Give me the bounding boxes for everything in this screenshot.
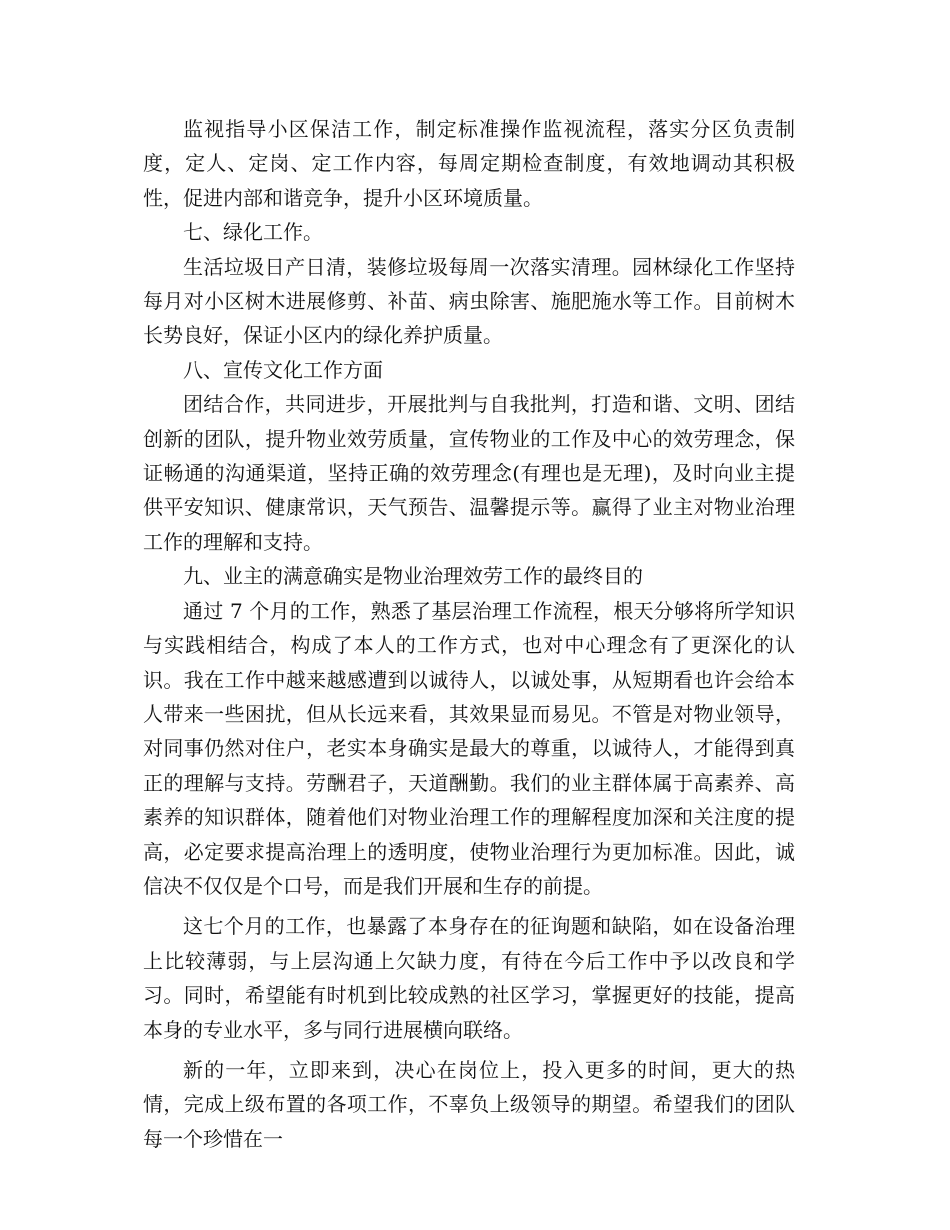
heading-satisfaction: 九、业主的满意确实是物业治理效劳工作的最终目的 — [183, 564, 643, 589]
paragraph-greening: 生活垃圾日产日清，装修垃圾每周一次落实清理。园林绿化工作坚持每月对小区树木进展修剪、补苗、病虫除害、施肥施水等工作。目前树木长势良好，保证小区内的绿化养护质量。 — [143, 254, 795, 348]
paragraph-cleaning: 监视指导小区保洁工作，制定标准操作监视流程，落实分区负责制度，定人、定岗、定工作内容，每周定期检查制度，有效地调动其积极性，促进内部和谐竞争，提升小区环境质量。 — [143, 117, 795, 210]
document-body — [143, 112, 795, 1156]
paragraph-new-year: 新的一年，立即来到，决心在岗位上，投入更多的时间，更大的热情，完成上级布置的各项工作，不辜负上级领导的期望。希望我们的团队每一个珍惜在一 — [143, 1057, 795, 1151]
paragraph-publicity: 团结合作，共同进步，开展批判与自我批判，打造和谐、文明、团结创新的团队，提升物业效劳质量，宣传物业的工作及中心的效劳理念，保证畅通的沟通渠道，坚持正确的效劳理念(有理也是无理)，及时向业主提供平安知识、健康常识，天气预告、温馨提示等。赢得了业主对物业治理工作的理解和支持。 — [143, 392, 795, 554]
paragraph-shortcomings: 这七个月的工作，也暴露了本身存在的征询题和缺陷，如在设备治理上比较薄弱，与上层沟通上欠缺力度，有待在今后工作中予以改良和学习。同时，希望能有时机到比较成熟的社区学习，掌握更好的技能，提高本身的专业水平，多与同行进展横向联络。 — [143, 914, 795, 1042]
heading-publicity: 八、宣传文化工作方面 — [183, 357, 383, 382]
paragraph-experience: 通过 7 个月的工作，熟悉了基层治理工作流程，根天分够将所学知识与实践相结合，构成了本人的工作方式，也对中心理念有了更深化的认识。我在工作中越来越感遭到以诚待人，以诚处事，从短期看也许会给本人带来一些困扰，但从长远来看，其效果显而易见。不管是对物业领导，对同事仍然对住户，老实本身确实是最大的尊重，以诚待人，才能得到真正的理解与支持。劳酬君子，天道酬勤。我们的业主群体属于高素养、高素养的知识群体，随着他们对物业治理工作的理解程度加深和关注度的提高，必定要求提高治理上的透明度，使物业治理行为更加标准。因此，诚信决不仅仅是个口号，而是我们开展和生存的前提。 — [143, 598, 795, 898]
heading-greening: 七、绿化工作。 — [183, 220, 323, 245]
